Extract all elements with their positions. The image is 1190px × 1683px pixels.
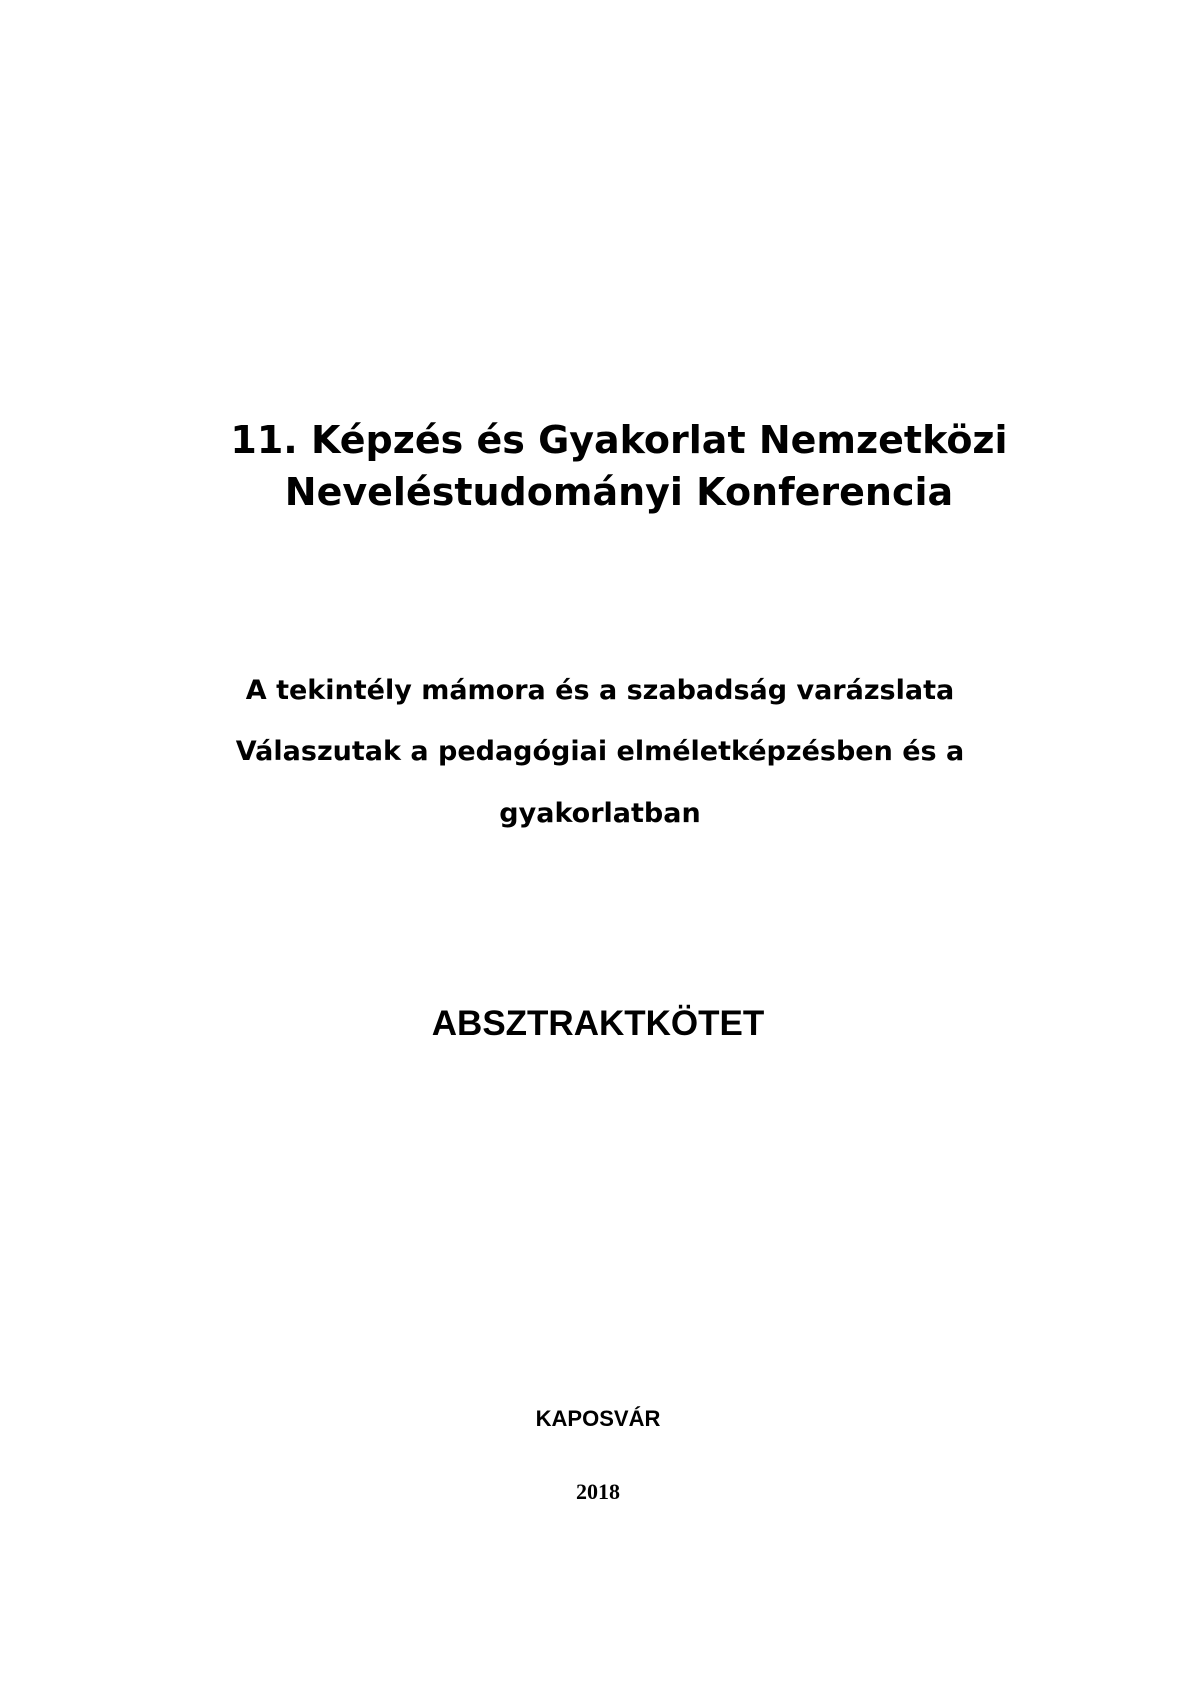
subtitle-line-2: Válaszutak a pedagógiai elméletképzésben és a	[235, 736, 965, 767]
subtitle-line-1: A tekintély mámora és a szabadság varázslata	[245, 675, 955, 706]
volume-label: ABSZTRAKTKÖTET	[431, 1004, 765, 1043]
subtitle-line-3: gyakorlatban	[499, 798, 701, 829]
conference-title-line-2: Neveléstudományi Konferencia	[284, 470, 954, 514]
conference-title-line-1: 11. Képzés és Gyakorlat Nemzetközi	[230, 418, 1008, 462]
publication-city: KAPOSVÁR	[535, 1406, 661, 1431]
publication-year: 2018	[576, 1479, 620, 1504]
